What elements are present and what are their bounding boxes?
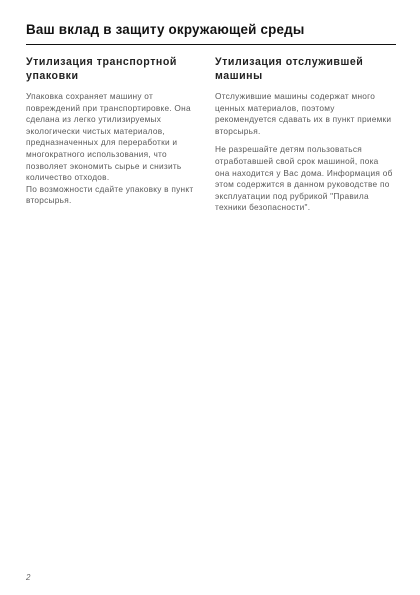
paragraph-old-machine-2: Не разрешайте детям пользоваться отработавшей свой срок машиной, пока она находится у Вас дома. Информация об этом содержится в данном руководстве по эксплуатации под рубрикой "Правила техники безопасности". bbox=[215, 144, 393, 213]
paragraph-old-machine-1: Отслужившие машины содержат много ценных материалов, поэтому рекомендуется сдавать их в пункт приемки вторсырья. bbox=[215, 91, 392, 136]
section-packaging-disposal bbox=[26, 55, 201, 207]
paragraph-packaging-1: Упаковка сохраняет машину от повреждений при транспортировке. Она сделана из легко утилизируемых экологически чистых материалов, предназначенных для переработки и многократного использования, что позволяет экономить сырье и снизить количество отходов. bbox=[26, 91, 191, 183]
section-old-machine-disposal bbox=[215, 55, 395, 214]
page-number: 2 bbox=[26, 573, 31, 582]
page-title: Ваш вклад в защиту окружающей среды bbox=[26, 22, 305, 37]
paragraph-packaging-2: По возможности сдайте упаковку в пункт вторсырья. bbox=[26, 183, 194, 206]
section-heading-old-machine: Утилизация отслужившей машины bbox=[215, 56, 364, 82]
title-divider bbox=[26, 44, 396, 45]
section-heading-packaging: Утилизация транспортной упаковки bbox=[26, 56, 177, 82]
